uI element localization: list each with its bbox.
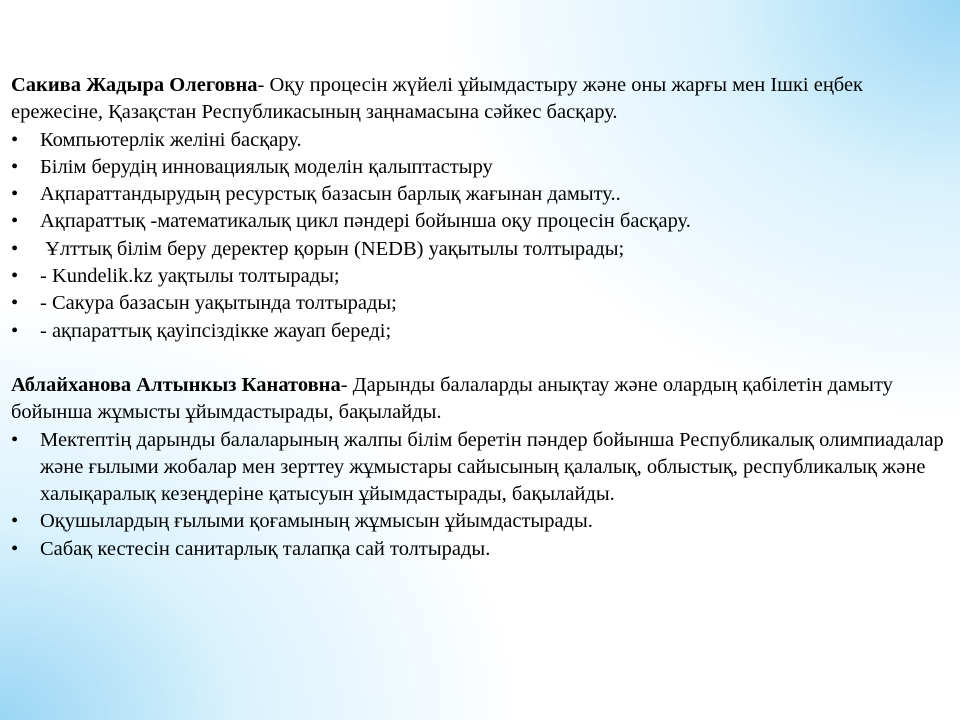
list-item xyxy=(11,154,951,181)
bullet-icon: • xyxy=(11,510,19,533)
list-item xyxy=(11,318,951,345)
list-item-text: - Сакура базасын уақытында толтырады; xyxy=(40,292,397,315)
bullet-icon: • xyxy=(11,428,19,451)
bullet-icon: • xyxy=(11,183,19,206)
list-item-text: Ұлттық білім беру деректер қорын (NEDB) уақытылы толтырады; xyxy=(40,237,625,260)
list-item-text: - Kundelik.kz уақтылы толтырады; xyxy=(40,265,340,288)
list-item-text: Сабақ кестесін санитарлық талапқа сай толтырады. xyxy=(40,537,491,560)
bullet-icon: • xyxy=(11,237,19,260)
section2-intro xyxy=(11,372,951,427)
section1-person-name: Сакива Жадыра Олеговна xyxy=(11,74,258,96)
list-item-text: Білім берудің инновациялық моделін қалыптастыру xyxy=(40,155,493,178)
list-item-text: Компьютерлік желіні басқару. xyxy=(40,128,302,151)
section2-description: - Дарынды балаларды анықтау және олардың қабілетін дамыту бойынша жұмысты ұйымдастырады, бақылайды. xyxy=(11,373,893,424)
list-item xyxy=(11,508,951,535)
list-item xyxy=(11,290,951,317)
list-item xyxy=(11,236,951,263)
bullet-icon: • xyxy=(11,155,19,178)
list-item-text: - ақпараттық қауіпсіздікке жауап береді; xyxy=(40,319,392,342)
list-item xyxy=(11,536,951,563)
list-item xyxy=(11,427,951,509)
section1-description: - Оқу процесін жүйелі ұйымдастыру және оны жарғы мен Ішкі еңбек ережесіне, Қазақстан Республикасының заңнамасына сәйкес басқару. xyxy=(11,74,864,124)
slide-content xyxy=(11,72,951,563)
bullet-icon: • xyxy=(11,210,19,233)
list-item xyxy=(11,181,951,208)
list-item-text: Оқушылардың ғылыми қоғамының жұмысын ұйымдастырады. xyxy=(40,510,593,533)
bullet-icon: • xyxy=(11,537,19,560)
list-item-text: Ақпараттандырудың ресурстық базасын барлық жағынан дамыту.. xyxy=(40,183,621,206)
section1-intro xyxy=(11,72,951,127)
section2-person-name: Аблайханова Алтынкыз Канатовна xyxy=(11,373,341,396)
bullet-icon: • xyxy=(11,265,19,288)
bullet-icon: • xyxy=(11,319,19,342)
section-spacer xyxy=(11,345,951,372)
list-item-text: Мектептің дарынды балаларының жалпы білім беретін пәндер бойынша Республикалық олимпиадалар және ғылыми жобалар мен зерттеу жұмыстары сайысының қалалық, облыстық, республикалық және халықаралық кезеңдеріне қатысуын ұйымдастырады, бақылайды. xyxy=(40,428,944,506)
bullet-icon: • xyxy=(11,128,19,151)
section2-duties-list xyxy=(11,427,951,563)
bullet-icon: • xyxy=(11,292,19,315)
list-item xyxy=(11,208,951,235)
list-item-text: Ақпараттық -математикалық цикл пәндері бойынша оқу процесін басқару. xyxy=(40,210,691,233)
list-item xyxy=(11,263,951,290)
section1-duties-list xyxy=(11,127,951,345)
list-item xyxy=(11,127,951,154)
